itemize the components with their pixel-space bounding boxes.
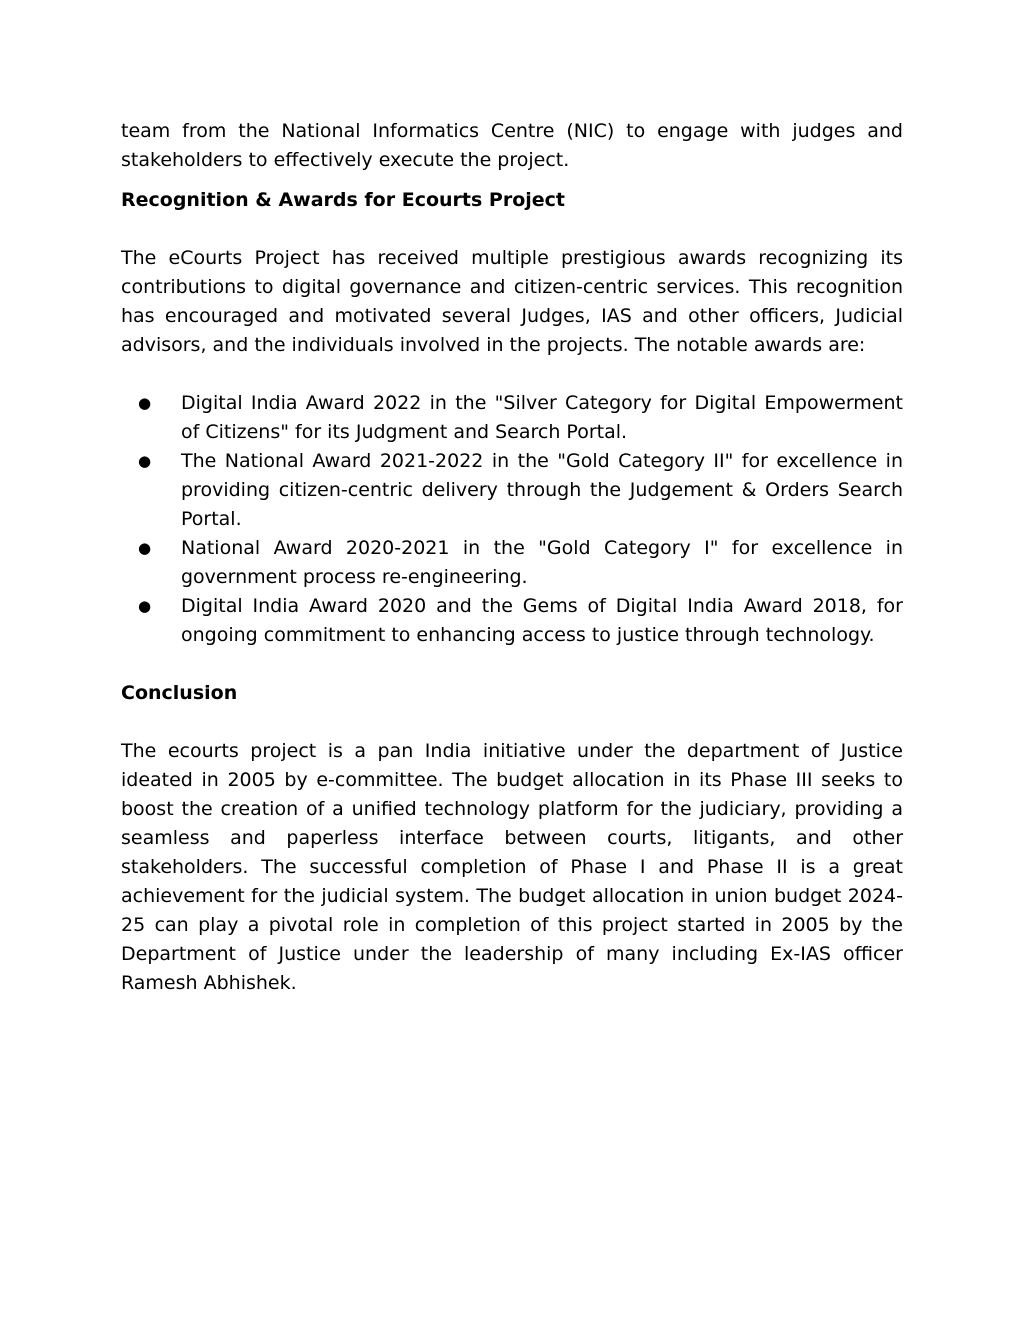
document-page <box>121 117 903 998</box>
list-item-text: Digital India Award 2020 and the Gems of Digital India Award 2018, for ongoing commitment to enhancing access to justice through technology. <box>181 595 903 646</box>
bullet-icon: ● <box>138 539 152 557</box>
spacer <box>121 708 903 737</box>
spacer <box>121 215 903 244</box>
list-item-text: National Award 2020-2021 in the "Gold Category I" for excellence in government process re-engineering. <box>181 537 903 588</box>
intro-continuation-paragraph: team from the National Informatics Centre (NIC) to engage with judges and stakeholders to effectively execute the project. <box>121 120 903 171</box>
list-item-text: The National Award 2021-2022 in the "Gold Category II" for excellence in providing citizen-centric delivery through the Judgement & Orders Search Portal. <box>181 450 903 530</box>
list-item <box>121 389 903 447</box>
list-item <box>121 534 903 592</box>
spacer <box>121 175 903 186</box>
bullet-icon: ● <box>138 394 152 412</box>
list-item-text: Digital India Award 2022 in the "Silver Category for Digital Empowerment of Citizens" for its Judgment and Search Portal. <box>181 392 903 443</box>
list-item <box>121 592 903 650</box>
awards-list <box>121 389 903 650</box>
list-item <box>121 447 903 534</box>
spacer <box>121 360 903 389</box>
bullet-icon: ● <box>138 597 152 615</box>
awards-paragraph: The eCourts Project has received multiple prestigious awards recognizing its contributions to digital governance and citizen-centric services. This recognition has encouraged and motivated several Judges, IAS and other officers, Judicial advisors, and the individuals involved in the projects. The notable awards are: <box>121 247 903 356</box>
bullet-icon: ● <box>138 452 152 470</box>
spacer <box>121 650 903 679</box>
conclusion-heading: Conclusion <box>121 682 238 704</box>
awards-heading: Recognition & Awards for Ecourts Project <box>121 189 566 211</box>
conclusion-paragraph: The ecourts project is a pan India initiative under the department of Justice ideated in 2005 by e-committee. The budget allocation in its Phase III seeks to boost the creation of a unified technology platform for the judiciary, providing a seamless and paperless interface between courts, litigants, and other stakeholders. The successful completion of Phase I and Phase II is a great achievement for the judicial system. The budget allocation in union budget 2024-25 can play a pivotal role in completion of this project started in 2005 by the Department of Justice under the leadership of many including Ex-IAS officer Ramesh Abhishek. <box>121 740 903 994</box>
